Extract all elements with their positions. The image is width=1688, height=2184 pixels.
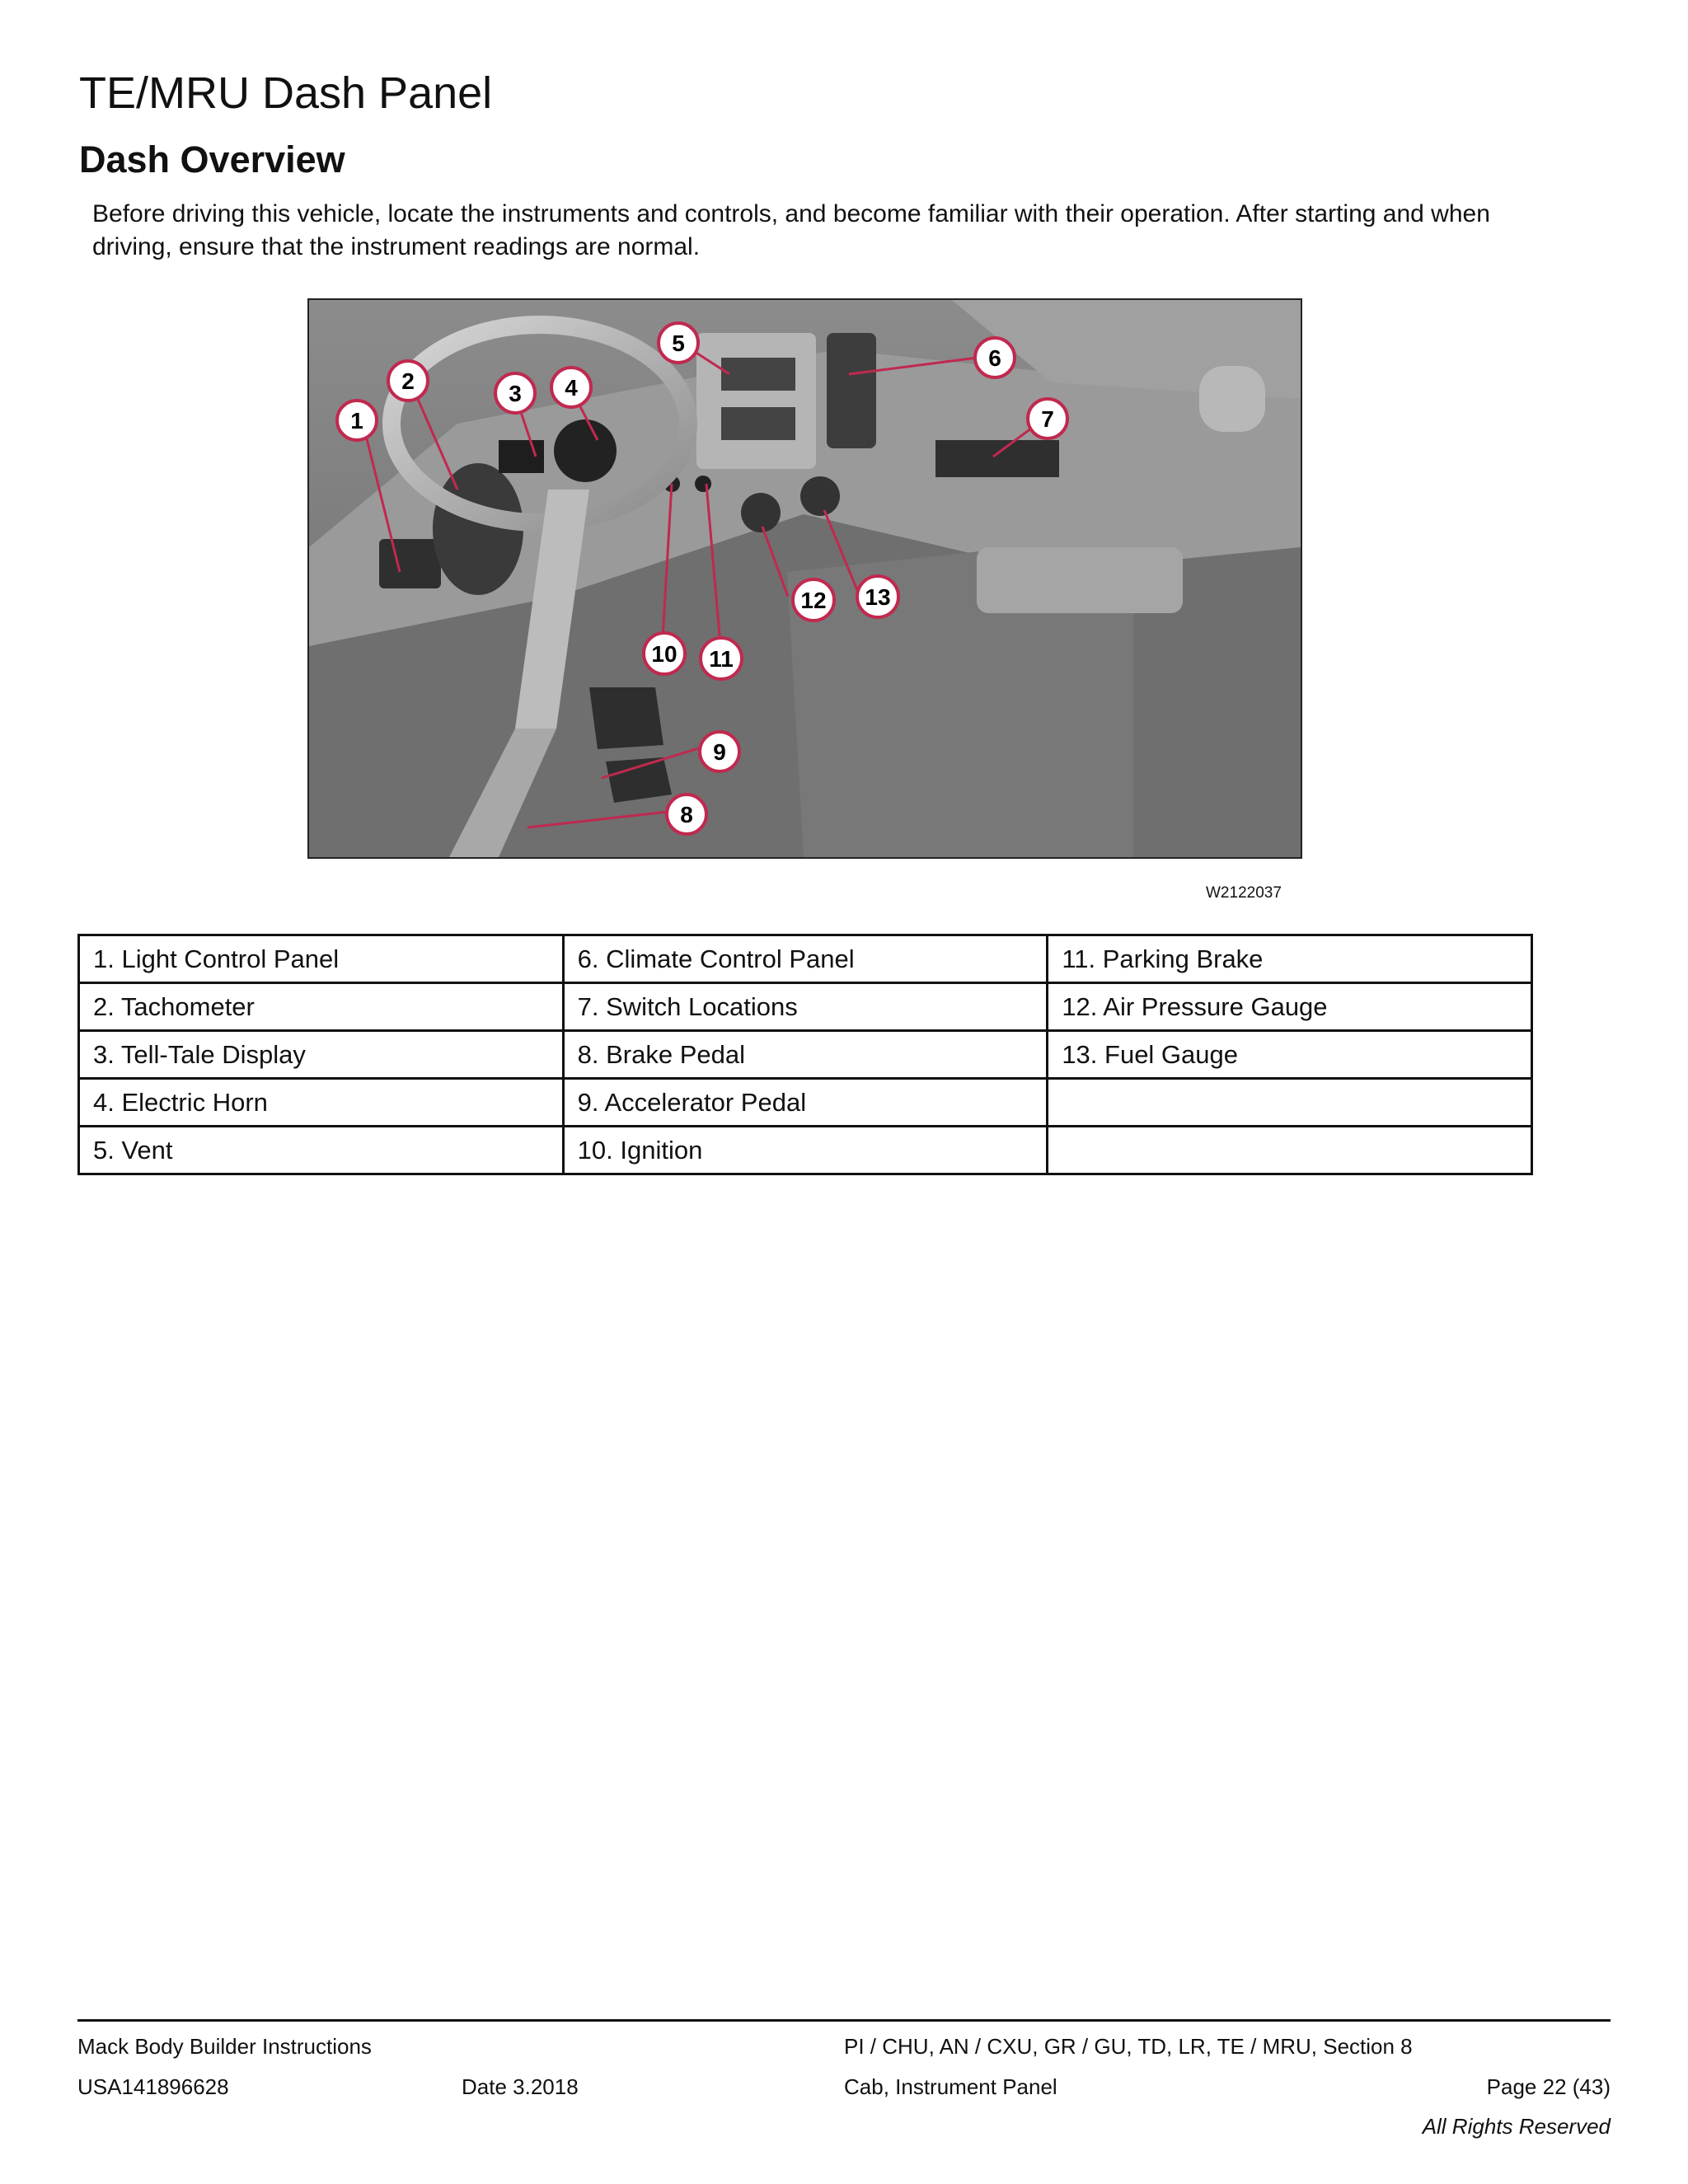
- callout-10: [644, 633, 685, 674]
- table-row: [79, 935, 1532, 983]
- callout-11: [701, 638, 742, 679]
- callout-6: [975, 338, 1015, 377]
- legend-table: [77, 934, 1533, 1175]
- footer-page-number: Page 22 (43): [1486, 2074, 1611, 2099]
- svg-text:8: 8: [680, 802, 693, 827]
- figure-id: W2122037: [1206, 884, 1282, 902]
- parking-brake-knob: [695, 476, 711, 492]
- legend-cell: 6. Climate Control Panel: [563, 935, 1048, 983]
- switch-bank: [935, 440, 1059, 477]
- tell-tale: [499, 440, 544, 473]
- vent-lower: [721, 407, 795, 440]
- footer-doc-number: USA141896628: [77, 2074, 229, 2099]
- console-box: [977, 547, 1183, 613]
- table-row: [79, 1031, 1532, 1079]
- svg-text:1: 1: [350, 408, 363, 434]
- svg-text:9: 9: [713, 739, 726, 765]
- svg-text:4: 4: [565, 375, 578, 401]
- svg-text:6: 6: [988, 345, 1001, 371]
- footer-date: Date 3.2018: [462, 2074, 579, 2099]
- legend-cell: 7. Switch Locations: [563, 983, 1048, 1031]
- air-gauge: [741, 493, 781, 532]
- table-row: [79, 1079, 1532, 1127]
- footer-rights: All Rights Reserved: [1422, 2114, 1611, 2139]
- dash-panel-illustration: [307, 298, 1302, 859]
- callout-3: [495, 373, 535, 413]
- svg-text:13: 13: [865, 584, 891, 610]
- svg-text:5: 5: [672, 330, 685, 356]
- svg-text:3: 3: [509, 381, 522, 406]
- climate-panel: [827, 333, 876, 448]
- table-row: [79, 983, 1532, 1031]
- callout-1: [337, 401, 377, 440]
- horn-pad: [554, 419, 617, 482]
- svg-text:11: 11: [709, 646, 734, 672]
- callout-13: [857, 576, 898, 617]
- callout-12: [793, 579, 834, 621]
- legend-cell: 10. Ignition: [563, 1127, 1048, 1174]
- legend-cell: 13. Fuel Gauge: [1048, 1031, 1532, 1079]
- svg-text:10: 10: [651, 641, 678, 667]
- light-panel: [379, 539, 441, 588]
- legend-cell: 5. Vent: [79, 1127, 564, 1174]
- legend-cell: 3. Tell-Tale Display: [79, 1031, 564, 1079]
- legend-cell: 8. Brake Pedal: [563, 1031, 1048, 1079]
- callout-2: [388, 361, 428, 401]
- fuel-gauge: [800, 476, 840, 516]
- legend-cell: 11. Parking Brake: [1048, 935, 1532, 983]
- callout-7: [1028, 399, 1067, 438]
- vent-upper: [721, 358, 795, 391]
- footer-rule: [77, 2019, 1611, 2022]
- table-row: [79, 1127, 1532, 1174]
- intro-paragraph: Before driving this vehicle, locate the instruments and controls, and become familiar with their operation. After starting and when driving, ensure that the instrument readings are normal.: [92, 200, 1490, 260]
- legend-cell: 12. Air Pressure Gauge: [1048, 983, 1532, 1031]
- footer-models: PI / CHU, AN / CXU, GR / GU, TD, LR, TE / MRU, Section 8: [844, 2034, 1413, 2059]
- callout-9: [700, 732, 739, 771]
- legend-cell: [1048, 1079, 1532, 1127]
- footer-publication: Mack Body Builder Instructions: [77, 2034, 372, 2059]
- svg-text:2: 2: [401, 368, 415, 394]
- svg-text:12: 12: [800, 588, 827, 613]
- cab-fitting: [1199, 366, 1265, 432]
- legend-cell: 1. Light Control Panel: [79, 935, 564, 983]
- section-title: Dash Overview: [79, 138, 345, 180]
- callout-5: [659, 323, 698, 363]
- legend-cell: 4. Electric Horn: [79, 1079, 564, 1127]
- legend-cell: 9. Accelerator Pedal: [563, 1079, 1048, 1127]
- legend-cell: 2. Tachometer: [79, 983, 564, 1031]
- footer-topic: Cab, Instrument Panel: [844, 2074, 1057, 2099]
- accelerator-pedal-shape: [589, 687, 663, 749]
- vent-housing: [696, 333, 816, 469]
- callout-4: [551, 368, 591, 407]
- callout-8: [667, 794, 706, 834]
- page-title: TE/MRU Dash Panel: [79, 68, 493, 118]
- legend-cell: [1048, 1127, 1532, 1174]
- svg-text:7: 7: [1041, 406, 1054, 432]
